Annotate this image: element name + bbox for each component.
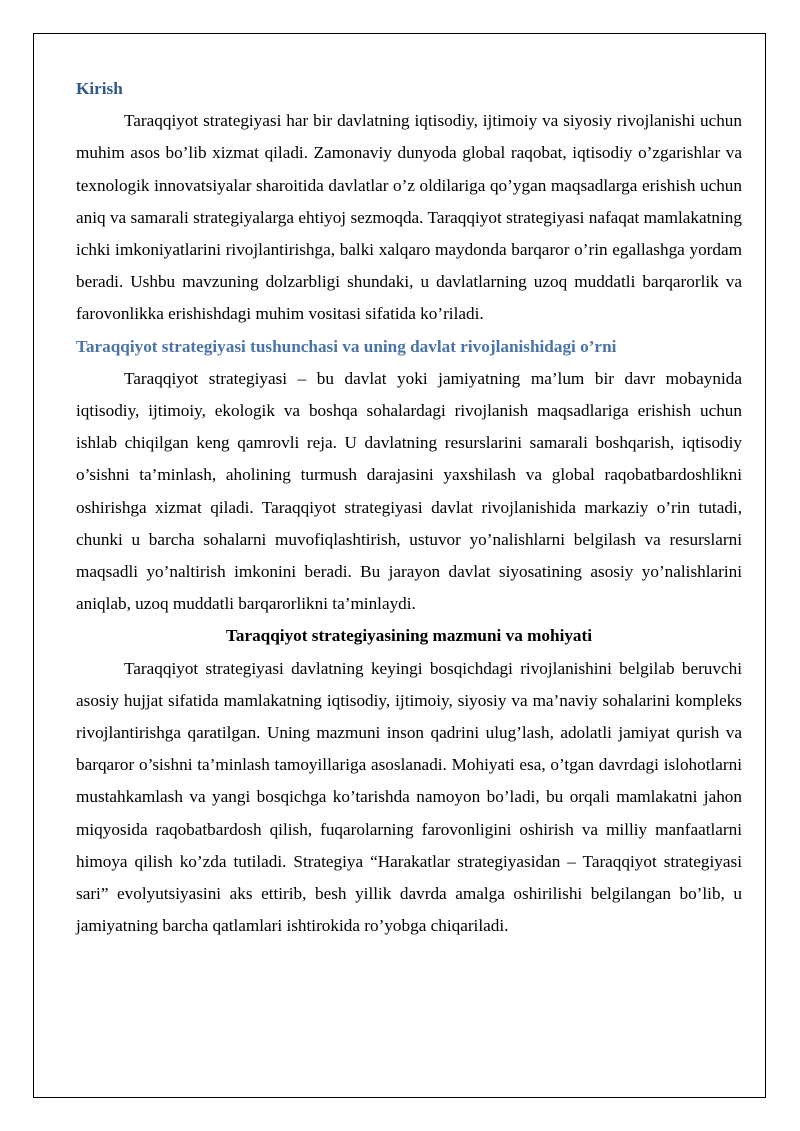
paragraph-introduction: Taraqqiyot strategiyasi har bir davlatning iqtisodiy, ijtimoiy va siyosiy rivojlanishi uchun muhim asos bo’lib xizmat qiladi. Zamonaviy dunyoda global raqobat, iqtisodiy o’zgarishlar va texnologik innovatsiyalar sharoitida davlatlar o’z oldilariga qo’ygan maqsadlarga erishish uchun aniq va samarali strategiyalarga ehtiyoj sezmoqda. Taraqqiyot strategiyasi nafaqat mamlakatning ichki imkoniyatlarini rivojlantirishga, balki xalqaro maydonda barqaror o’rin egallashga yordam beradi. Ushbu mavzuning dolzarbligi shundaki, u davlatlarning uzoq muddatli barqarorlik va farovonlikka erishishdagi muhim vositasi sifatida ko’riladi. bbox=[76, 111, 742, 324]
section-heading-introduction: Kirish bbox=[76, 79, 123, 98]
paragraph-strategy-concept: Taraqqiyot strategiyasi – bu davlat yoki jamiyatning ma’lum bir davr mobaynida iqtisodiy, ijtimoiy, ekologik va boshqa sohalardagi rivojlanish maqsadlariga erishish uchun ishlab chiqilgan keng qamrovli reja. U davlatning resurslarini samarali boshqarish, iqtisodiy o’sishni ta’minlash, aholining turmush darajasini yaxshilash va global raqobatbardoshlikni oshirishga xizmat qiladi. Taraqqiyot strategiyasi davlat rivojlanishida markaziy o’rin tutadi, chunki u barcha sohalarni muvofiqlashtirish, ustuvor yo’nalishlarni belgilash va resurslarni maqsadli yo’naltirish imkonini beradi. Bu jarayon davlat siyosatining asosiy yo’nalishlarini aniqlab, uzoq muddatli barqarorlikni ta’minlaydi. bbox=[76, 368, 742, 614]
paragraph-content-essence: Taraqqiyot strategiyasi davlatning keyingi bosqichdagi rivojlanishini belgilab beruvchi asosiy hujjat sifatida mamlakatning iqtisodiy, ijtimoiy, siyosiy va ma’naviy sohalarini kompleks rivojlantirishga qaratilgan. Uning mazmuni inson qadrini ulug’lash, adolatli jamiyat qurish va barqaror o’sishni ta’minlash tamoyillariga asoslanadi. Mohiyati esa, o’tgan davrdagi islohotlarni mustahkamlash va yangi bosqichga ko’tarishda namoyon bo’ladi, bu orqali mamlakatni jahon miqyosida raqobatbardosh qilish, fuqarolarning farovonligini oshirish va milliy manfaatlarni himoya qilish ko’zda tutiladi. Strategiya “Harakatlar strategiyasidan – Taraqqiyot strategiyasi sari” evolyutsiyasini aks ettirib, besh yillik davrda amalga oshirilishi belgilangan bo’lib, u jamiyatning barcha qatlamlari ishtirokida ro’yobga chiqariladi. bbox=[76, 658, 742, 936]
document-body bbox=[76, 73, 742, 942]
section-heading-strategy-concept: Taraqqiyot strategiyasi tushunchasi va uning davlat rivojlanishidagi o’rni bbox=[76, 336, 617, 356]
section-heading-content-essence: Taraqqiyot strategiyasining mazmuni va mohiyati bbox=[225, 626, 593, 646]
